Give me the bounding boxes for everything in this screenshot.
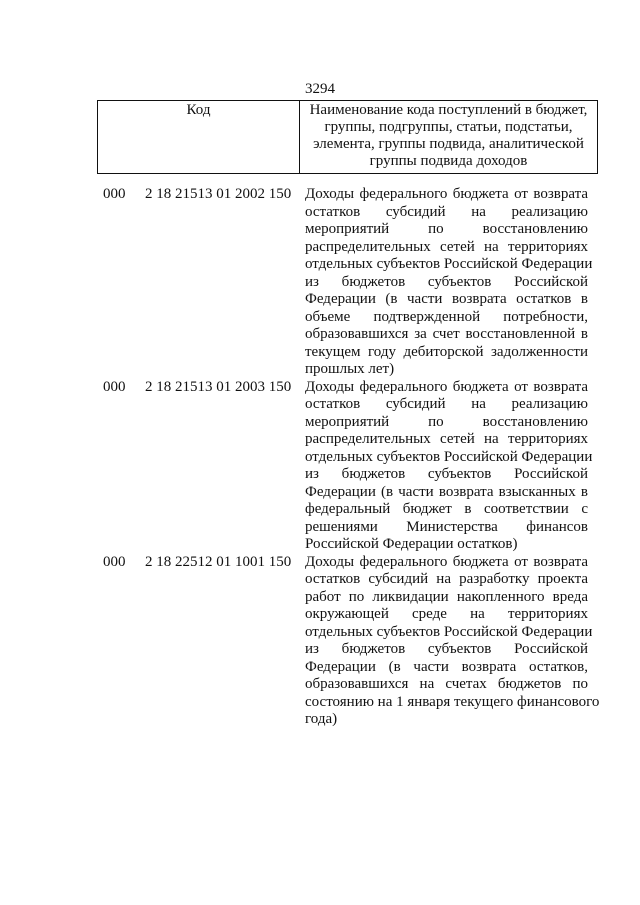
description-line: отдельных субъектов Российской Федерации bbox=[305, 623, 593, 640]
table-header bbox=[97, 100, 598, 174]
description-line: года) bbox=[305, 711, 338, 727]
admin-code-cell: 000 bbox=[103, 553, 126, 570]
description-line: Доходы федерального бюджета от возврата bbox=[305, 378, 588, 395]
description-cell bbox=[305, 186, 593, 379]
budget-code-cell: 2 18 22512 01 1001 150 bbox=[145, 553, 292, 570]
admin-code-cell: 000 bbox=[103, 186, 126, 202]
description-line: распределительных сетей на территориях bbox=[305, 238, 588, 255]
header-name-cell bbox=[300, 101, 597, 173]
description-line: работ по ликвидации накопленного вреда bbox=[305, 588, 588, 605]
description-line: окружающей среде на территориях bbox=[305, 606, 588, 622]
description-line: Российской Федерации остатков) bbox=[305, 536, 518, 552]
description-line: состоянию на 1 января текущего финансового bbox=[305, 693, 600, 710]
description-line: текущем году дебиторской задолженности bbox=[305, 343, 588, 360]
admin-code-cell: 000 bbox=[103, 378, 126, 395]
table-row bbox=[0, 379, 640, 554]
header-code-cell: Код bbox=[98, 101, 300, 173]
table-row bbox=[0, 554, 640, 729]
description-line: образовавшихся за счет восстановленной в bbox=[305, 326, 588, 342]
description-line: образовавшихся на счетах бюджетов по bbox=[305, 676, 588, 692]
description-line: объеме подтвержденной потребности, bbox=[305, 308, 588, 325]
header-name-line: элемента, группы подвида, аналитической bbox=[313, 136, 584, 152]
description-line: остатков субсидий на реализацию bbox=[305, 396, 588, 412]
description-line: из бюджетов субъектов Российской bbox=[305, 273, 588, 290]
description-line: федеральный бюджет в соответствии с bbox=[305, 501, 588, 517]
header-name-line: Наименование кода поступлений в бюджет, bbox=[309, 102, 588, 118]
header-name-line: группы подвида доходов bbox=[369, 153, 528, 169]
budget-code-cell: 2 18 21513 01 2003 150 bbox=[145, 378, 292, 395]
description-line: распределительных сетей на территориях bbox=[305, 431, 588, 447]
page-number: 3294 bbox=[305, 81, 335, 97]
description-line: мероприятий по восстановлению bbox=[305, 413, 588, 430]
description-line: Федерации (в части возврата остатков, bbox=[305, 658, 588, 675]
header-name-line: группы, подгруппы, статьи, подстатьи, bbox=[324, 119, 573, 135]
description-line: отдельных субъектов Российской Федерации bbox=[305, 256, 593, 272]
description-cell bbox=[305, 553, 600, 729]
description-line: мероприятий по восстановлению bbox=[305, 221, 588, 237]
table-body bbox=[0, 186, 640, 729]
description-line: из бюджетов субъектов Российской bbox=[305, 641, 588, 657]
description-line: из бюджетов субъектов Российской bbox=[305, 466, 588, 482]
description-line: решениями Министерства финансов bbox=[305, 518, 588, 535]
description-line: Доходы федерального бюджета от возврата bbox=[305, 553, 588, 570]
description-line: Доходы федерального бюджета от возврата bbox=[305, 186, 588, 202]
description-line: остатков субсидий на разработку проекта bbox=[305, 571, 588, 587]
table-row bbox=[0, 186, 640, 379]
description-line: Федерации (в части возврата взысканных в bbox=[305, 483, 588, 500]
description-line: прошлых лет) bbox=[305, 361, 395, 377]
description-line: отдельных субъектов Российской Федерации bbox=[305, 448, 593, 465]
description-line: остатков субсидий на реализацию bbox=[305, 203, 588, 220]
budget-code-cell: 2 18 21513 01 2002 150 bbox=[145, 186, 292, 202]
description-line: Федерации (в части возврата остатков в bbox=[305, 291, 588, 307]
description-cell bbox=[305, 378, 593, 554]
